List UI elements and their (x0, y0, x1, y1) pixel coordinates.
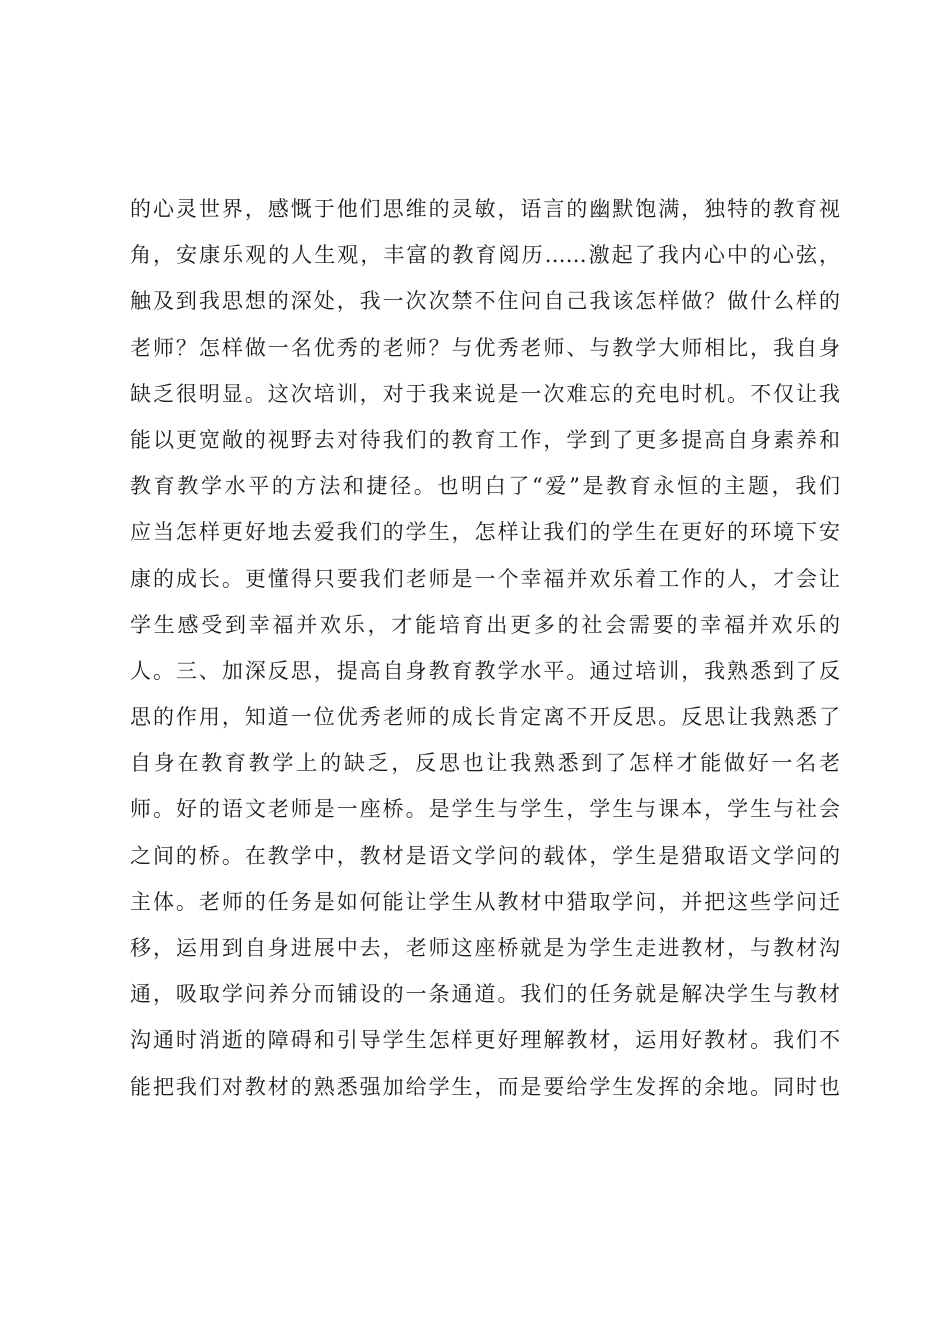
text-line-9: 康的成长。更懂得只要我们老师是一个幸福并欢乐着工作的人，才会让 (130, 566, 840, 591)
text-line-20: 能把我们对教材的熟悉强加给学生，而是要给学生发挥的余地。同时也 (130, 1074, 840, 1099)
text-line-5: 缺乏很明显。这次培训，对于我来说是一次难忘的充电时机。不仅让我 (130, 381, 840, 406)
text-line-16: 主体。老师的任务是如何能让学生从教材中猎取学问，并把这些学问迁 (130, 889, 840, 914)
text-line-8: 应当怎样更好地去爱我们的学生，怎样让我们的学生在更好的环境下安 (130, 520, 840, 545)
text-line-7: 教育教学水平的方法和捷径。也明白了“爱”是教育永恒的主题，我们 (130, 474, 840, 499)
text-line-14: 师。好的语文老师是一座桥。是学生与学生，学生与课本，学生与社会 (130, 797, 840, 822)
text-line-19: 沟通时消逝的障碍和引导学生怎样更好理解教材，运用好教材。我们不 (130, 1028, 840, 1053)
text-line-6: 能以更宽敞的视野去对待我们的教育工作，学到了更多提高自身素养和 (130, 427, 840, 452)
text-line-17: 移，运用到自身进展中去，老师这座桥就是为学生走进教材，与教材沟 (130, 936, 840, 960)
text-line-10: 学生感受到幸福并欢乐，才能培育出更多的社会需要的幸福并欢乐的 (130, 612, 840, 637)
text-line-12: 思的作用，知道一位优秀老师的成长肯定离不开反思。反思让我熟悉了 (130, 705, 840, 730)
text-line-15: 之间的桥。在教学中，教材是语文学问的载体，学生是猎取语文学问的 (130, 843, 840, 868)
text-line-2: 角，安康乐观的人生观，丰富的教育阅历……激起了我内心中的心弦， (130, 243, 840, 268)
text-line-11: 人。三、加深反思，提高自身教育教学水平。通过培训，我熟悉到了反 (130, 658, 840, 683)
text-line-4: 老师？怎样做一名优秀的老师？与优秀老师、与教学大师相比，我自身 (130, 335, 840, 360)
body-text (130, 186, 840, 1110)
text-line-18: 通，吸取学问养分而铺设的一条通道。我们的任务就是解决学生与教材 (130, 982, 840, 1007)
text-line-3: 触及到我思想的深处，我一次次禁不住问自己我该怎样做？做什么样的 (130, 289, 840, 314)
text-line-13: 自身在教育教学上的缺乏，反思也让我熟悉到了怎样才能做好一名老 (130, 751, 840, 776)
text-line-1: 的心灵世界，感慨于他们思维的灵敏，语言的幽默饱满，独特的教育视 (130, 197, 840, 221)
